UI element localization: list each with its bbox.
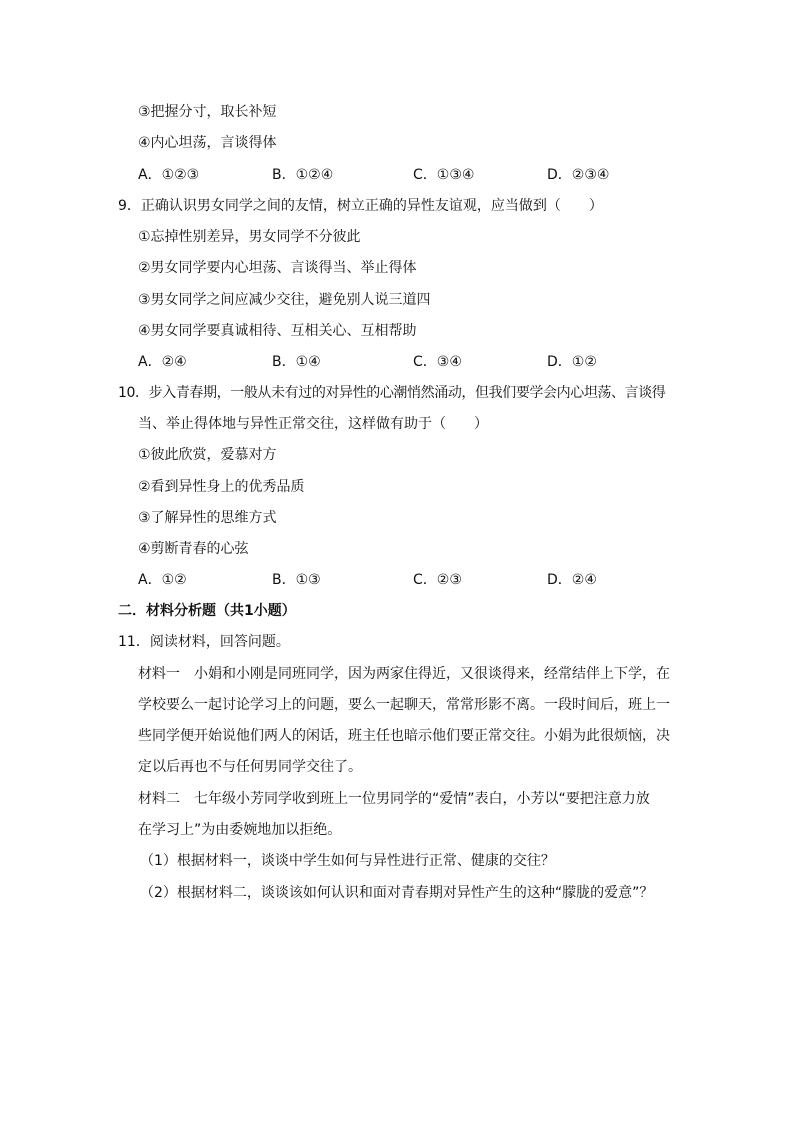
q9-option-b: B．①④ xyxy=(272,354,321,370)
q9-statement-4: ④男女同学要真诚相待、互相关心、互相帮助 xyxy=(138,323,417,339)
q11-material1-line-1: 材料一 小娟和小刚是同班同学，因为两家住得近，又很谈得来，经常结伴上下学，在 xyxy=(138,666,670,682)
q11-sub-question-1: （1）根据材料一，谈谈中学生如何与异性进行正常、健康的交往？ xyxy=(140,853,555,869)
q9-statement-1: ①忘掉性别差异，男女同学不分彼此 xyxy=(138,229,361,245)
q8-option-d: D．②③④ xyxy=(547,167,610,183)
q9-option-c: C．③④ xyxy=(413,354,462,370)
q9-statement-3: ③男女同学之间应减少交往，避免别人说三道四 xyxy=(138,292,431,308)
q11-sub-question-2: （2）根据材料二，谈谈该如何认识和面对青春期对异性产生的这种“朦胧的爱意”？ xyxy=(140,885,654,901)
q11-material2-line-1: 材料二 七年级小芳同学收到班上一位男同学的“爱情”表白，小芳以“要把注意力放 xyxy=(138,791,650,807)
q10-option-b: B．①③ xyxy=(272,572,321,588)
q11-material2-line-2: 在学习上”为由委婉地加以拒绝。 xyxy=(138,822,342,838)
q10-statement-4: ④剪断青春的心弦 xyxy=(138,541,249,557)
q11-material1-line-2: 学校要么一起讨论学习上的问题，要么一起聊天，常常形影不离。一段时间后，班上一 xyxy=(138,697,670,713)
q10-option-a: A．①② xyxy=(138,572,187,588)
q9-stem: 9．正确认识男女同学之间的友情，树立正确的异性友谊观，应当做到（ ） xyxy=(118,198,603,214)
q9-statement-2: ②男女同学要内心坦荡、言谈得当、举止得体 xyxy=(138,260,417,276)
q10-statement-3: ③了解异性的思维方式 xyxy=(138,510,277,526)
q8-option-a: A．①②③ xyxy=(138,167,200,183)
q9-option-a: A．②④ xyxy=(138,354,187,370)
q11-material1-line-4: 定以后再也不与任何男同学交往了。 xyxy=(138,759,362,775)
section-heading: 二．材料分析题（共1小题） xyxy=(118,603,296,619)
q10-stem-line-1: 10．步入青春期，一般从未有过的对异性的心潮悄然涌动，但我们要学会内心坦荡、言谈得 xyxy=(118,385,666,401)
q10-option-c: C．②③ xyxy=(413,572,462,588)
q10-statement-1: ①彼此欣赏，爱慕对方 xyxy=(138,447,277,463)
q8-statement-4: ④内心坦荡，言谈得体 xyxy=(138,135,277,151)
q9-option-d: D．①② xyxy=(547,354,597,370)
q10-statement-2: ②看到异性身上的优秀品质 xyxy=(138,479,305,495)
q11-material1-line-3: 些同学便开始说他们两人的闲话，班主任也暗示他们要正常交往。小娟为此很烦恼，决 xyxy=(138,728,670,744)
q8-statement-3: ③把握分寸，取长补短 xyxy=(138,104,277,120)
q10-stem-line-2: 当、举止得体地与异性正常交往，这样做有助于（ ） xyxy=(138,416,488,432)
q8-option-c: C．①③④ xyxy=(413,167,475,183)
q11-stem: 11．阅读材料，回答问题。 xyxy=(118,634,290,650)
q8-option-b: B．①②④ xyxy=(272,167,334,183)
q10-option-d: D．②④ xyxy=(547,572,597,588)
